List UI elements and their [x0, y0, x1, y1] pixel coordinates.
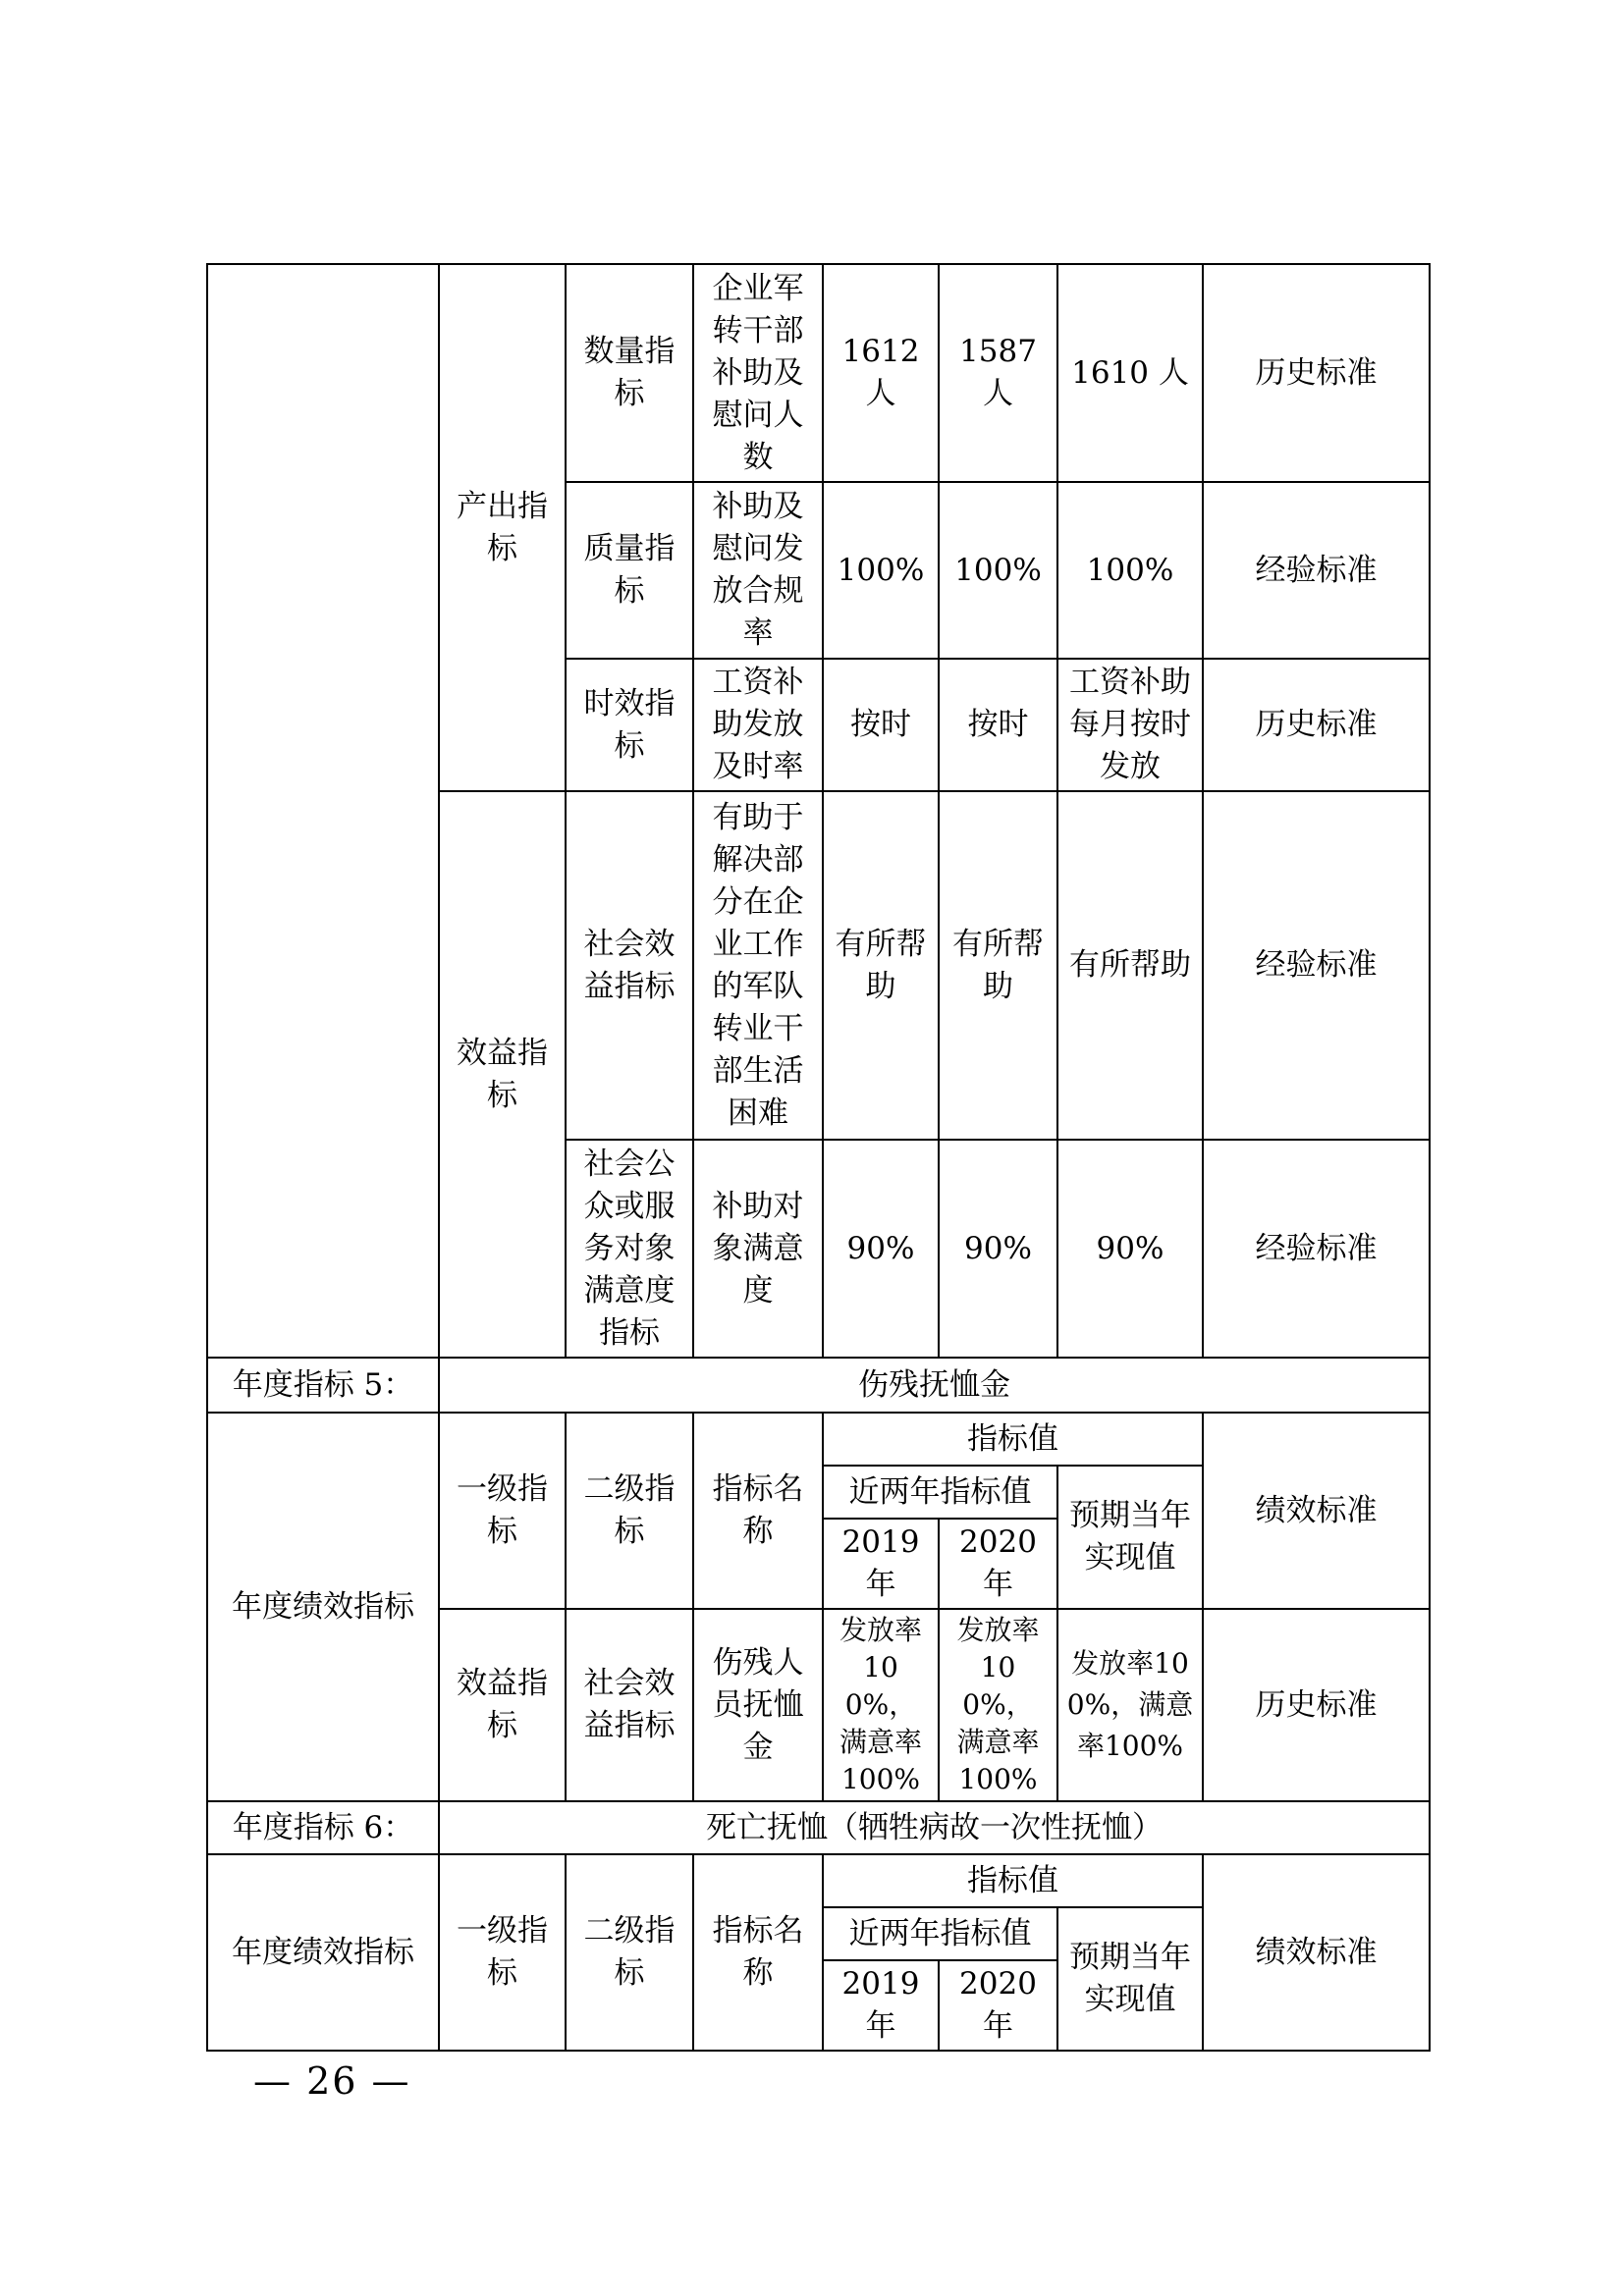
indicator-name-header-label: 指标名称: [712, 1913, 804, 1991]
value-2020-cell: [939, 659, 1057, 791]
value-2020-cell: [939, 482, 1057, 659]
annual-indicator-row: [207, 1801, 1430, 1854]
value-2019-cell: [823, 1140, 939, 1358]
level2-label: 数量指标: [583, 334, 676, 411]
expected-value: 发放率100%，满意率100%: [1066, 1647, 1194, 1762]
indicator-name-header-label: 指标名称: [712, 1471, 804, 1549]
annual-indicator-value: 伤残抚恤金: [858, 1366, 1010, 1403]
value-2020: 100%: [954, 552, 1042, 588]
blank-merged-cell: [207, 264, 439, 1358]
table-row: [207, 264, 1430, 482]
header-row: [207, 1854, 1430, 1907]
indicator-name: 补助对象满意度: [712, 1188, 804, 1308]
value-2020: 90%: [964, 1230, 1032, 1266]
standard-header-label: 绩效标准: [1255, 1492, 1378, 1528]
standard-label: 经验标准: [1255, 947, 1378, 983]
annual-indicator-value-cell: [439, 1358, 1430, 1413]
expected-value-header: [1057, 1907, 1203, 2051]
performance-table: [206, 263, 1431, 2052]
level1-header: [439, 1854, 566, 2051]
standard-header-label: 绩效标准: [1255, 1934, 1378, 1970]
indicator-name-cell: [693, 1609, 823, 1801]
standard-label: 历史标准: [1255, 707, 1378, 742]
value-2020-cell: [939, 1140, 1057, 1358]
expected-value-cell: [1057, 1140, 1203, 1358]
indicator-name-cell: [693, 482, 823, 659]
level2-label: 质量指标: [583, 531, 676, 609]
annual-indicator-label-cell: [207, 1801, 439, 1854]
level1-cell: [439, 1609, 566, 1801]
expected-value-header-label: 预期当年实现值: [1069, 1498, 1191, 1575]
indicator-value-header: [823, 1413, 1203, 1466]
recent-values-header: [823, 1466, 1057, 1519]
level2-header: [566, 1413, 693, 1609]
standard-cell: [1203, 659, 1430, 791]
year-2020-label: 2020 年: [959, 1966, 1037, 2044]
level2-cell: [566, 264, 693, 482]
level2-cell: [566, 482, 693, 659]
standard-header: [1203, 1413, 1430, 1609]
annual-performance-label: 年度绩效指标: [232, 1588, 414, 1625]
value-2019-cell: [823, 482, 939, 659]
standard-label: 经验标准: [1255, 552, 1378, 588]
expected-value-header: [1057, 1466, 1203, 1609]
year-2020-header: [939, 1519, 1057, 1609]
indicator-name: 工资补助发放及时率: [712, 665, 804, 784]
annual-performance-label: 年度绩效指标: [232, 1934, 414, 1970]
indicator-name-cell: [693, 791, 823, 1140]
annual-indicator-value-cell: [439, 1801, 1430, 1854]
level2-header-label: 二级指标: [583, 1913, 676, 1991]
value-2019-cell: [823, 264, 939, 482]
annual-indicator-value: 死亡抚恤（牺牲病故一次性抚恤）: [706, 1809, 1163, 1845]
expected-value-cell: [1057, 264, 1203, 482]
level2-label: 社会公众或服务对象满意度指标: [583, 1146, 676, 1351]
level1-cell: [439, 264, 566, 791]
expected-value: 90%: [1096, 1230, 1164, 1266]
value-2019: 1612 人: [841, 334, 920, 411]
level2-header-label: 二级指标: [583, 1471, 676, 1549]
indicator-value-header-label: 指标值: [967, 1862, 1058, 1898]
expected-value-cell: [1057, 1609, 1203, 1801]
expected-value: 100%: [1086, 552, 1174, 588]
indicator-name: 伤残人员抚恤金: [712, 1644, 804, 1765]
annual-indicator-row: [207, 1358, 1430, 1413]
value-2020-cell: [939, 264, 1057, 482]
level2-label: 社会效益指标: [583, 1666, 676, 1743]
level1-label: 效益指标: [457, 1035, 548, 1113]
year-2019-header: [823, 1960, 939, 2051]
indicator-value-header-label: 指标值: [967, 1420, 1058, 1457]
indicator-name-cell: [693, 1140, 823, 1358]
header-row: [207, 1413, 1430, 1466]
level2-cell: [566, 1609, 693, 1801]
indicator-name: 企业军转干部补助及慰问人数: [712, 270, 804, 475]
standard-cell: [1203, 264, 1430, 482]
year-2020-header: [939, 1960, 1057, 2051]
standard-cell: [1203, 1609, 1430, 1801]
standard-header: [1203, 1854, 1430, 2051]
indicator-name: 补助及慰问发放合规率: [712, 489, 804, 651]
expected-value-cell: [1057, 659, 1203, 791]
value-2020: 1587 人: [959, 334, 1037, 411]
level2-cell: [566, 791, 693, 1140]
expected-value: 有所帮助: [1069, 947, 1191, 983]
indicator-name-header: [693, 1854, 823, 2051]
year-2019-header: [823, 1519, 939, 1609]
value-2019-cell: [823, 791, 939, 1140]
indicator-value-header: [823, 1854, 1203, 1907]
value-2019-cell: [823, 1609, 939, 1801]
recent-values-header-label: 近两年指标值: [848, 1473, 1032, 1510]
recent-values-header: [823, 1907, 1057, 1960]
level2-label: 时效指标: [583, 685, 676, 764]
indicator-name-cell: [693, 264, 823, 482]
indicator-name-cell: [693, 659, 823, 791]
year-2020-label: 2020 年: [959, 1524, 1037, 1602]
year-2019-label: 2019 年: [841, 1966, 920, 2044]
annual-indicator-label-cell: [207, 1358, 439, 1413]
value-2019: 90%: [846, 1230, 915, 1266]
annual-indicator-label: 年度指标 5：: [232, 1366, 414, 1403]
value-2020: 发放率100%，满意率100%: [956, 1614, 1040, 1795]
year-2019-label: 2019 年: [841, 1524, 920, 1602]
value-2019: 有所帮助: [835, 926, 927, 1004]
standard-cell: [1203, 791, 1430, 1140]
value-2019: 发放率100%，满意率100%: [839, 1614, 922, 1795]
annual-indicator-label: 年度指标 6：: [232, 1809, 414, 1845]
expected-value-cell: [1057, 482, 1203, 659]
value-2019-cell: [823, 659, 939, 791]
value-2020: 按时: [967, 707, 1029, 742]
level1-label: 产出指标: [457, 488, 548, 566]
value-2019: 按时: [850, 707, 911, 742]
annual-performance-cell: [207, 1854, 439, 2051]
expected-value-header-label: 预期当年实现值: [1069, 1940, 1191, 2017]
page-number: — 26 —: [253, 2059, 411, 2103]
expected-value: 工资补助每月按时发放: [1069, 665, 1191, 784]
level1-cell: [439, 791, 566, 1358]
level2-header: [566, 1854, 693, 2051]
level2-label: 社会效益指标: [583, 926, 676, 1004]
standard-label: 历史标准: [1255, 1686, 1378, 1723]
level1-header-label: 一级指标: [457, 1471, 548, 1549]
indicator-name-header: [693, 1413, 823, 1609]
level2-cell: [566, 1140, 693, 1358]
standard-cell: [1203, 1140, 1430, 1358]
annual-performance-cell: [207, 1413, 439, 1801]
value-2020: 有所帮助: [952, 926, 1044, 1004]
standard-cell: [1203, 482, 1430, 659]
recent-values-header-label: 近两年指标值: [848, 1915, 1032, 1951]
value-2020-cell: [939, 791, 1057, 1140]
level1-header-label: 一级指标: [457, 1913, 548, 1991]
expected-value: 1610 人: [1071, 354, 1189, 391]
level1-label: 效益指标: [457, 1666, 548, 1743]
value-2019: 100%: [837, 552, 925, 588]
standard-label: 经验标准: [1255, 1230, 1378, 1266]
standard-label: 历史标准: [1255, 354, 1378, 391]
indicator-name: 有助于解决部分在企业工作的军队转业干部生活困难: [712, 799, 804, 1131]
level2-cell: [566, 659, 693, 791]
value-2020-cell: [939, 1609, 1057, 1801]
expected-value-cell: [1057, 791, 1203, 1140]
level1-header: [439, 1413, 566, 1609]
